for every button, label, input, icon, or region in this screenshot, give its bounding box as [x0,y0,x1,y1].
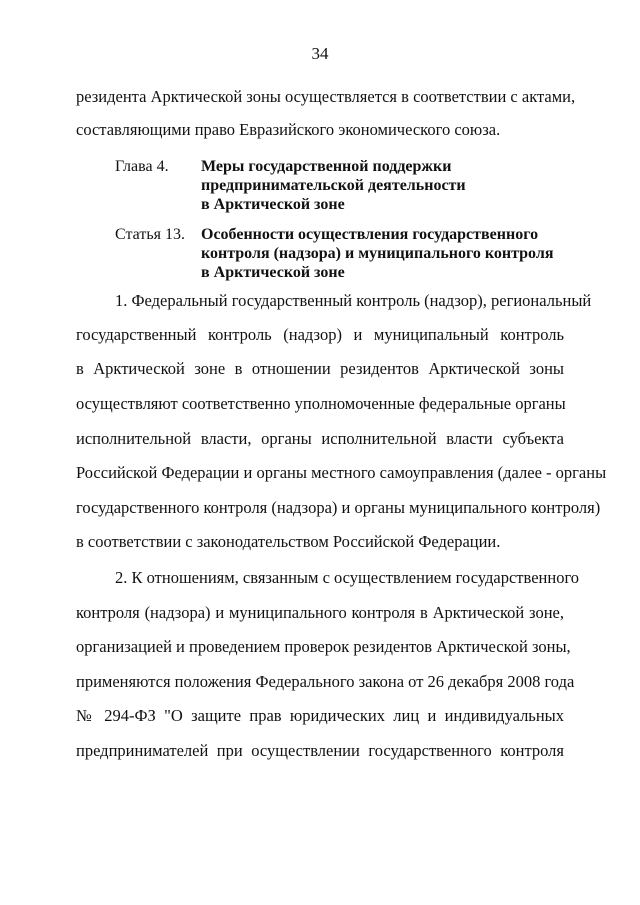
chapter-title-line: Меры государственной поддержки [201,158,452,175]
paragraph-line: контроля (надзора) и муниципального контроля в Арктической зоне, [76,603,564,622]
paragraph-line: предпринимателей при осуществлении государственного контроля [76,741,564,760]
intro-line: резидента Арктической зоны осуществляется в соответствии с актами, [76,87,576,106]
chapter-title [201,157,466,214]
paragraph-line: организацией и проведением проверок резидентов Арктической зоны, [76,637,571,656]
paragraph-line: в Арктической зоне в отношении резидентов Арктической зоны [76,359,564,378]
paragraph-line: Российской Федерации и органы местного самоуправления (далее - органы [76,463,607,482]
article-label: Статья 13. [115,226,185,243]
paragraph-line: исполнительной власти, органы исполнительной власти субъекта [76,429,564,448]
intro-line: составляющими право Евразийского экономического союза. [76,120,501,139]
article-title-line: контроля (надзора) и муниципального контроля [201,245,554,262]
page-number: 34 [311,44,329,63]
paragraph-line: 2. К отношениям, связанным с осуществлением государственного [115,568,580,587]
chapter-title-line: предпринимательской деятельности [201,177,466,194]
paragraph-line: осуществляют соответственно уполномоченные федеральные органы [76,394,566,413]
paragraph-line: государственный контроль (надзор) и муниципальный контроль [76,325,564,344]
paragraph-line: № 294-ФЗ "О защите прав юридических лиц и индивидуальных [76,706,564,725]
paragraph-line: в соответствии с законодательством Российской Федерации. [76,532,501,551]
chapter-title-line: в Арктической зоне [201,196,345,213]
article-title [201,225,553,282]
paragraph-line: применяются положения Федерального закона от 26 декабря 2008 года [76,672,575,691]
paragraph-line: государственного контроля (надзора) и органы муниципального контроля) [76,498,601,517]
article-title-line: в Арктической зоне [201,264,345,281]
chapter-label: Глава 4. [115,158,169,175]
article-title-line: Особенности осуществления государственного [201,226,539,243]
paragraph-line: 1. Федеральный государственный контроль (надзор), региональный [115,291,592,310]
